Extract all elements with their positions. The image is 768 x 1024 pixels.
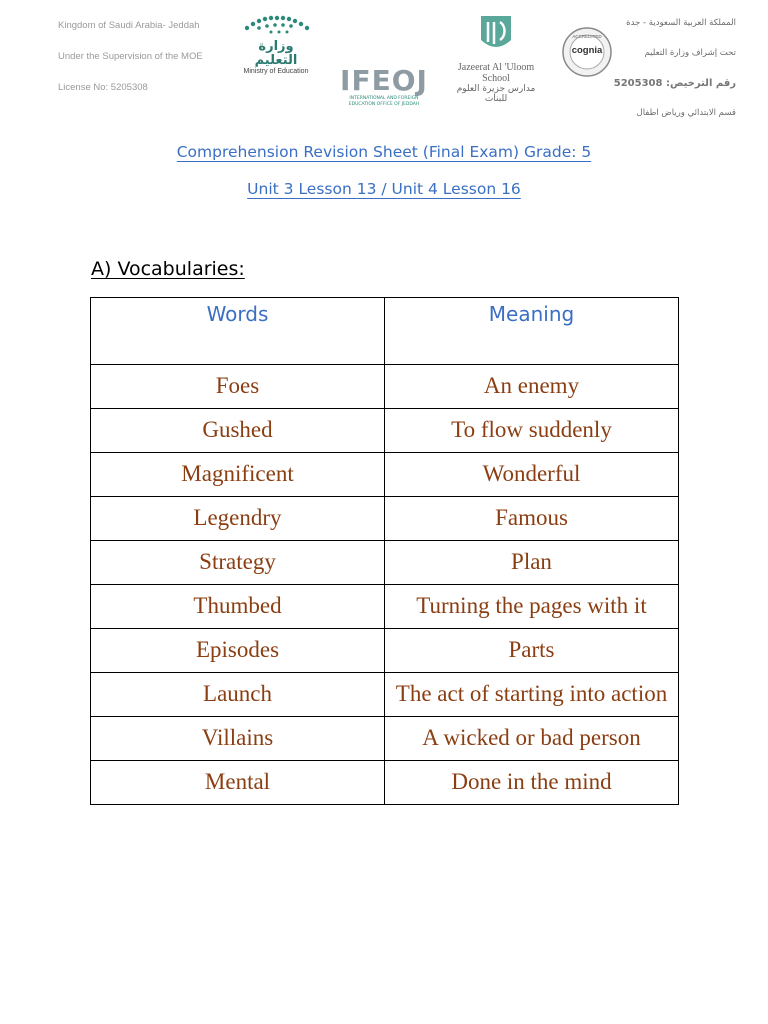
table-row <box>91 673 679 717</box>
table-row <box>91 365 679 409</box>
meaning-cell: The act of starting into action <box>385 673 679 717</box>
word-cell: Magnificent <box>91 453 385 497</box>
ifeoj-logo <box>336 66 432 108</box>
cognia-text: cognia <box>571 45 603 56</box>
section-heading-text: A) Vocabularies: <box>91 258 245 280</box>
meaning-cell: Plan <box>385 541 679 585</box>
worksheet-subtitle <box>0 180 768 198</box>
header-left-line: Kingdom of Saudi Arabia- Jeddah <box>58 20 200 31</box>
section-heading <box>91 258 245 280</box>
word-cell: Legendry <box>91 497 385 541</box>
header-left-line: License No: 5205308 <box>58 82 148 93</box>
school-crest-icon <box>479 14 513 54</box>
header-right-line: رقم الترخيص: 5205308 <box>613 78 736 89</box>
meaning-cell: Wonderful <box>385 453 679 497</box>
header-left-line: Under the Supervision of the MOE <box>58 51 203 62</box>
word-cell: Thumbed <box>91 585 385 629</box>
cognia-badge-text: ACCREDITED <box>572 34 602 39</box>
table-row <box>91 497 679 541</box>
meaning-cell: Famous <box>385 497 679 541</box>
table-row <box>91 453 679 497</box>
moe-arabic-name: وزارة التعليم <box>254 39 298 68</box>
worksheet-subtitle-text: Unit 3 Lesson 13 / Unit 4 Lesson 16 <box>247 180 521 198</box>
meaning-cell: A wicked or bad person <box>385 717 679 761</box>
header-words: Words <box>91 298 385 365</box>
table-row <box>91 629 679 673</box>
word-cell: Gushed <box>91 409 385 453</box>
school-arabic-name: مدارس جزيرة العلوم للبنات <box>456 84 536 104</box>
school-english-name: Jazeerat Al 'Uloom School <box>457 62 535 84</box>
word-cell: Launch <box>91 673 385 717</box>
table-row <box>91 409 679 453</box>
header-right-line: المملكة العربية السعودية - جدة <box>626 18 736 28</box>
header-right-line: تحت إشراف وزارة التعليم <box>644 48 736 58</box>
moe-english-name: Ministry of Education <box>243 68 309 75</box>
ifeoj-subtitle: INTERNATIONAL AND FOREIGN EDUCATION OFFICE OF JEDDAH <box>348 96 420 107</box>
vocabulary-table <box>90 297 679 805</box>
meaning-cell: An enemy <box>385 365 679 409</box>
word-cell: Villains <box>91 717 385 761</box>
table-row <box>91 761 679 805</box>
cognia-logo <box>562 27 612 77</box>
moe-dots-icon <box>241 14 311 36</box>
school-logo <box>446 14 546 104</box>
header-left <box>58 20 203 113</box>
header-right <box>614 18 736 138</box>
word-cell: Foes <box>91 365 385 409</box>
table-header-row <box>91 298 679 365</box>
worksheet-title-text: Comprehension Revision Sheet (Final Exam) Grade: 5 <box>176 143 592 161</box>
header-right-line: قسم الابتدائي ورياض اطفال <box>636 108 736 118</box>
meaning-cell: Parts <box>385 629 679 673</box>
meaning-cell: Done in the mind <box>385 761 679 805</box>
worksheet-title <box>0 143 768 161</box>
meaning-cell: Turning the pages with it <box>385 585 679 629</box>
word-cell: Mental <box>91 761 385 805</box>
table-row <box>91 717 679 761</box>
moe-logo <box>236 14 316 75</box>
header-meaning: Meaning <box>385 298 679 365</box>
word-cell: Strategy <box>91 541 385 585</box>
meaning-cell: To flow suddenly <box>385 409 679 453</box>
table-row <box>91 541 679 585</box>
word-cell: Episodes <box>91 629 385 673</box>
table-row <box>91 585 679 629</box>
ifeoj-text: IFEOJ <box>340 64 428 97</box>
